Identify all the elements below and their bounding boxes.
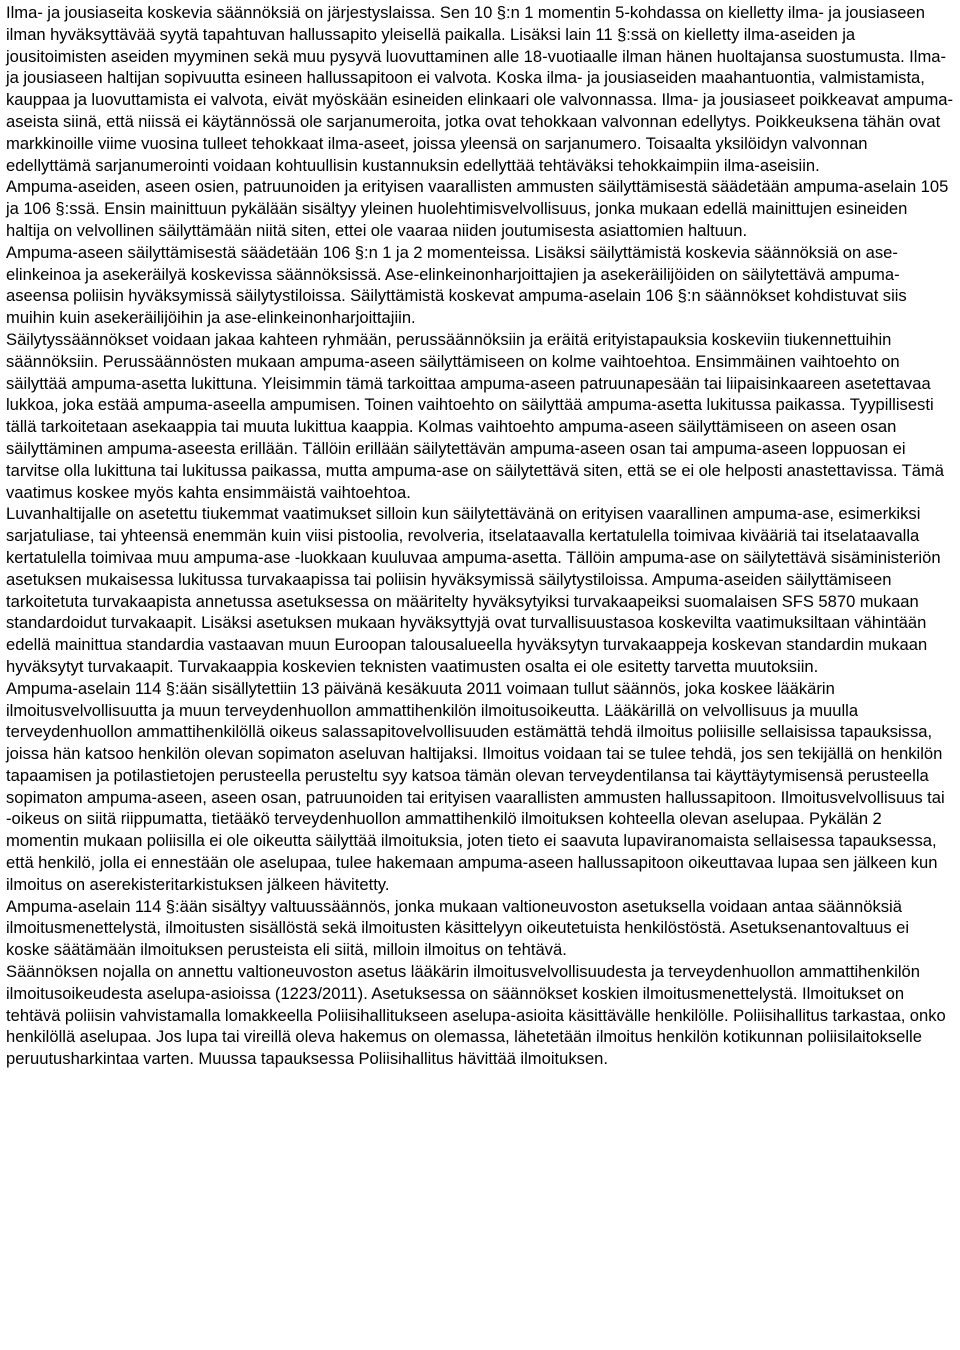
paragraph-storage-alternatives: Säilytyssäännökset voidaan jakaa kahteen ryhmään, perussäännöksiin ja eräitä erityistapauksia koskeviin tiukennettuihin säännöksiin. Perussäännösten mukaan ampuma-aseen säilyttämiseen on kolme vaihtoehtoa. Ensimmäinen vaihtoehto on säilyttää ampuma-asetta lukittuna. Yleisimmin tämä tarkoittaa ampuma-aseen patruunapesään tai liipaisinkaareen asetettavaa lukkoa, joka estää ampuma-aseella ampumisen. Toinen vaihtoehto on säilyttää ampuma-asetta lukitussa paikassa. Tyypillisesti tällä tarkoitetaan asekaappia tai muuta lukittua kaappia. Kolmas vaihtoehto ampuma-aseen säilyttämiseen on aseen osan säilyttäminen ampuma-aseesta erillään. Tällöin erillään säilytettävän ampuma-aseen osan tai ampuma-aseen loppuosan ei tarvitse olla lukittuna tai lukitussa paikassa, mutta ampuma-ase on säilytettävä siten, että se ei ole helposti anastettavissa. Tämä vaatimus koskee myös kahta ensimmäistä vaihtoehtoa. [6, 329, 945, 502]
paragraph-safe-cabinet-requirements: Luvanhaltijalle on asetettu tiukemmat vaatimukset silloin kun säilytettävänä on erityisen vaarallinen ampuma-ase, esimerkiksi sarjatuliase, tai yhteensä enemmän kuin viisi pistoolia, revolveria, itselataavalla kertatulella toimivaa kivääriä tai itselataavalla kertatulella toimivaa muu ampuma-ase -luokkaan kuuluvaa ampuma-asetta. Tällöin ampuma-ase on säilytettävä sisäministeriön asetuksen mukaisessa lukitussa turvakaapissa tai poliisin hyväksymissä säilytystiloissa. Ampuma-aseiden säilyttämiseen tarkoitetuta turvakaapista annetussa asetuksessa on määritelty hyväksytyiksi turvakaapeiksi suomalaisen SFS 5870 mukaan standardoidut turvakaapit. Lisäksi asetuksen mukaan hyväksyttyjä ovat turvallisuustasoa koskevilta vaatimuksiltaan vähintään edellä mainittua standardia vastaavan muun Euroopan talousalueella hyväksytyn turvakaappeja koskevan standardin mukaan hyväksytyt turvakaapit. Turvakaappia koskevien teknisten vaatimusten osalta ei ole esitetty tarvetta muutoksiin. [6, 504, 941, 676]
paragraph-storage-general-duty: Ampuma-aseiden, aseen osien, patruunoiden ja erityisen vaarallisten ammusten säilyttämisestä säädetään ampuma-aselain 105 ja 106 §:ssä. Ensin mainittuun pykälään sisältyy yleinen huolehtimisvelvollisuus, jonka mukaan edellä mainittujen esineiden haltija on velvollinen säilyttämään niitä siten, ettei ole vaaraa niiden joutumisesta asiattomien haltuun. [6, 177, 949, 240]
paragraph-decree-authorization: Ampuma-aselain 114 §:ään sisältyy valtuussäännös, jonka mukaan valtioneuvoston asetuksella voidaan antaa säännöksiä ilmoitusmenettelystä, ilmoitusten sisällöstä sekä ilmoitusten käsittelyyn oikeutetuista henkilöstöstä. Asetuksenantovaltuus ei koske säätämään ilmoituksen perusteista eli siitä, milloin ilmoitus on tehtävä. [6, 896, 910, 960]
paragraph-government-decree: Säännöksen nojalla on annettu valtioneuvoston asetus lääkärin ilmoitusvelvollisuudesta ja terveydenhuollon ammattihenkilön ilmoitusoikeudesta aselupa-asioissa (1223/2011). Asetuksessa on säännökset koskien ilmoitusmenettelystä. Ilmoitukset on tehtävä poliisin vahvistamalla lomakkeella Poliisihallitukseen aselupa-asioita käsittävälle henkilölle. Poliisihallitus tarkastaa, onko henkilöllä aselupaa. Jos lupa tai vireillä oleva hakemus on olemassa, lähetetään ilmoitus henkilön kotikunnan poliisilaitokselle peruutusharkintaa varten. Muussa tapauksessa Poliisihallitus hävittää ilmoituksen. [6, 962, 946, 1069]
paragraph-air-and-spring-guns: Ilma- ja jousiaseita koskevia säännöksiä on järjestyslaissa. Sen 10 §:n 1 momentin 5-kohdassa on kielletty ilma- ja jousiaseen ilman hyväksyttävää syytä tapahtuvan hallussapito yleisellä paikalla. Lisäksi lain 11 §:ssä on kielletty ilma-aseiden ja jousitoimisten aseiden myyminen sekä muu pysyvä luovuttaminen alle 18-vuotiaalle ilman hänen huoltajansa suostumusta. Ilma- ja jousiaseen haltijan sopivuutta esineen hallussapitoon ei valvota. Koska ilma- ja jousiaseiden maahantuontia, valmistamista, kauppaa ja luovuttamista ei valvota, eivät myöskään esineiden elinkaari ole valvonnassa. Ilma- ja jousiaseet poikkeavat ampuma-aseista siinä, että niissä ei käytännössä ole sarjanumeroita, jotka ovat tehokkaan valvonnan edellytys. Poikkeuksena tähän ovat markkinoille viime vuosina tulleet tehokkaat ilma-aseet, joissa yleensä on sarjanumero. Toisaalta yksilöidyn valvonnan edellyttämä sarjanumerointi voidaan kohtuullisin kustannuksin edellyttää tehtäväksi tehokkaimpiin ilma-aseisiin. [6, 3, 954, 175]
paragraph-storage-section-106: Ampuma-aseen säilyttämisestä säädetään 106 §:n 1 ja 2 momenteissa. Lisäksi säilyttämistä koskevia säännöksiä on ase-elinkeinoa ja asekeräilyä koskevissa säännöksissä. Ase-elinkeinonharjoittajien ja asekeräilijöiden on säilytettävä ampuma-aseensa poliisin hyväksymissä säilytystiloissa. Säilyttämistä koskevat ampuma-aselain 106 §:n säännökset kohdistuvat siis muihin kuin asekeräilijöihin ja ase-elinkeinonharjoittajiin. [6, 242, 907, 328]
paragraph-doctor-reporting-duty: Ampuma-aselain 114 §:ään sisällytettiin 13 päivänä kesäkuuta 2011 voimaan tullut säännös, joka koskee lääkärin ilmoitusvelvollisuutta ja muun terveydenhuollon ammattihenkilön ilmoitusoikeutta. Lääkärillä on velvollisuus ja muulla terveydenhuollon ammattihenkilöllä oikeus salassapitovelvollisuuden estämättä tehdä ilmoitus poliisille sellaisissa tapauksissa, joissa hän katsoo henkilön olevan sopimaton aseluvan haltijaksi. Ilmoitus voidaan tai se tulee tehdä, jos sen tekijällä on henkilön tapaamisen ja potilastietojen perusteella perusteltu syy katsoa tämän olevan terveydentilansa tai käyttäytymisensä perusteella sopimaton ampuma-aseen, aseen osan, patruunoiden tai erityisen vaarallisten ammusten hallussapitoon. Ilmoitusvelvollisuus tai -oikeus on siitä riippumatta, tietääkö terveydenhuollon ammattihenkilö ilmoituksen kohteella olevan aselupaa. Pykälän 2 momentin mukaan poliisilla ei ole oikeutta säilyttää ilmoituksia, joten tieto ei saavuta lupaviranomaista sellaisessa tapauksessa, että henkilö, jolla ei ennestään ole aselupaa, tulee hakemaan ampuma-aseen hallussapitoon oikeuttavaa lupaa sen jälkeen kun ilmoitus on aserekisteritarkistuksen jälkeen hävitetty. [6, 678, 945, 894]
